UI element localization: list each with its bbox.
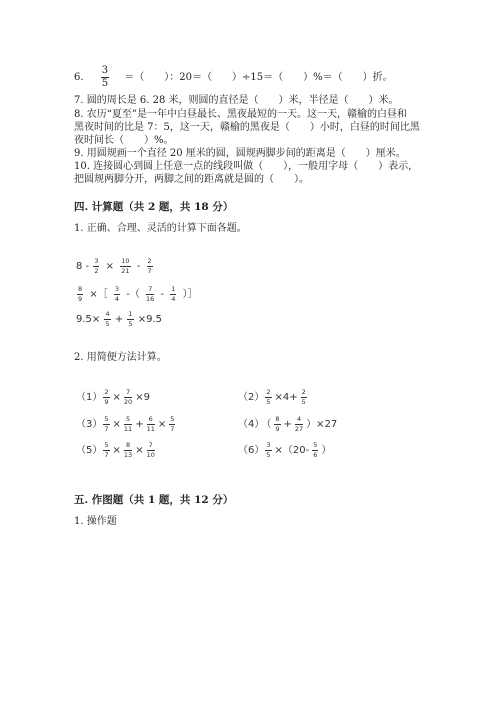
frac-num: 2 [104, 388, 109, 396]
fraction [295, 416, 303, 432]
fraction [147, 416, 155, 432]
frac-num: 1 [171, 285, 176, 293]
fraction [103, 389, 109, 405]
q6-fraction [101, 66, 109, 89]
frac-den: 9 [104, 397, 109, 406]
frac-den: 9 [275, 424, 280, 433]
question-8-line-2: 黑夜时间的比是 7：5，这一天，赣榆的黑夜是（ ）小时，白昼的时间比黑 [74, 122, 420, 133]
right-calc-expression-1 [238, 388, 308, 405]
fraction [147, 442, 155, 458]
question-6 [74, 66, 393, 89]
frac-den: 5 [266, 450, 271, 459]
section-5-q1-title: 1. 操作题 [74, 516, 117, 527]
fraction [265, 389, 271, 405]
frac-den: 13 [123, 450, 133, 459]
operator: × [112, 445, 121, 456]
frac-den: 2 [94, 266, 99, 275]
operator: × [157, 419, 167, 430]
frac-den: 6 [313, 450, 318, 459]
frac-num: 8 [124, 442, 132, 451]
fraction [169, 416, 175, 432]
question-8-line-3: 夜时间长（ ）%。 [74, 135, 174, 146]
frac-num: 5 [104, 441, 109, 449]
frac-den: 5 [266, 397, 271, 406]
operator: ×4+ [274, 392, 298, 403]
frac-den: 5 [301, 397, 306, 406]
frac-num: 7 [124, 389, 132, 398]
frac-den: 4 [114, 294, 120, 303]
operator: ） [321, 445, 332, 456]
frac-den: 7 [104, 450, 109, 459]
frac-den: 7 [170, 424, 175, 433]
calc3-term: ×9.5 [137, 314, 163, 325]
section-5-title: 五. 作图题（共 1 题，共 12 分） [74, 494, 234, 506]
frac-num: 3 [114, 285, 120, 293]
operator: ×［ [89, 289, 108, 300]
operator: + [283, 419, 292, 430]
operator: ）×27 [306, 419, 338, 430]
operator: × [105, 261, 115, 272]
frac-num: 3 [94, 257, 99, 265]
calc-expression-1 [76, 258, 154, 274]
calc2-frac-3 [146, 286, 154, 302]
fraction [274, 416, 280, 432]
frac-den: 4 [171, 294, 176, 303]
left-calc-expression-3 [76, 441, 156, 458]
operator: + [135, 419, 144, 430]
frac-num: 1 [128, 310, 133, 318]
frac-den: 10 [146, 450, 155, 459]
q6-frac-den: 5 [101, 78, 109, 89]
frac-num: 5 [170, 415, 175, 423]
frac-den: 16 [146, 294, 155, 303]
expression-label: （2） [238, 392, 265, 403]
operator: - [160, 289, 165, 300]
calc3-frac-1 [104, 311, 110, 327]
operator: - [136, 261, 141, 272]
frac-num: 10 [121, 257, 130, 265]
calc1-frac-2 [120, 258, 130, 274]
frac-num: 2 [301, 388, 306, 396]
right-calc-expression-3 [238, 441, 333, 458]
fraction [265, 442, 271, 458]
frac-num: 6 [147, 416, 155, 425]
frac-den: 11 [123, 424, 133, 433]
section-4-q2-title: 2. 用简便方法计算。 [74, 352, 167, 363]
q6-text: ＝（ ）：20＝（ ）÷15＝（ ）%＝（ ）折。 [124, 72, 393, 83]
calc2-frac-4 [170, 286, 176, 302]
expression-label: （6） [238, 445, 265, 456]
frac-den: 21 [121, 266, 130, 275]
calc2-frac-1 [77, 286, 83, 302]
frac-num: 3 [266, 441, 271, 449]
operator: × [112, 419, 121, 430]
frac-num: 4 [105, 310, 110, 318]
operator: ）］ [182, 289, 198, 300]
fraction [301, 389, 307, 405]
frac-den: 27 [294, 424, 304, 433]
frac-num: 8 [78, 285, 83, 293]
question-10-line-1: 10. 连接圆心到圆上任意一点的线段叫做（ ），一般用字母（ ）表示， [74, 161, 419, 172]
operator: ×9 [135, 392, 150, 403]
frac-num: 2 [266, 388, 271, 396]
calc1-frac-3 [147, 258, 153, 274]
calc2-frac-2 [114, 286, 120, 302]
frac-den: 11 [146, 424, 155, 433]
frac-num: 5 [313, 441, 318, 449]
frac-den: 7 [147, 266, 152, 275]
left-calc-expression-1 [76, 388, 152, 405]
frac-num: 4 [295, 416, 303, 425]
frac-den: 5 [105, 319, 110, 328]
question-9: 9. 用圆规画一个直径 20 厘米的圆，圆规两脚步间的距离是（ ）厘米。 [74, 148, 406, 159]
operator: × [135, 445, 144, 456]
fraction [103, 442, 109, 458]
q6-frac-num: 3 [101, 65, 109, 76]
left-calc-expression-2 [76, 415, 176, 432]
expression-label: （1） [76, 392, 103, 403]
expression-label: （3） [76, 419, 103, 430]
frac-num: 5 [104, 415, 109, 423]
frac-num: 8 [275, 415, 280, 423]
frac-num: 5 [124, 416, 132, 425]
operator: × [112, 392, 121, 403]
frac-num: 7 [147, 442, 155, 451]
calc3-term: 9.5× [76, 314, 101, 325]
fraction [103, 416, 109, 432]
calc3-frac-2 [127, 311, 133, 327]
calc1-term: 8 - [76, 261, 90, 272]
operator: -（ [126, 289, 140, 300]
fraction [124, 416, 132, 432]
operator: （ [266, 419, 272, 430]
section-4-title: 四. 计算题（共 2 题，共 18 分） [74, 201, 234, 213]
expression-label: （5） [76, 445, 103, 456]
frac-num: 2 [147, 257, 152, 265]
question-10-line-2: 把圆规两脚分开，两脚之间的距离就是圆的（ ）。 [74, 174, 309, 185]
operator: + [114, 314, 124, 325]
frac-den: 20 [123, 397, 133, 406]
frac-den: 5 [128, 319, 133, 328]
expression-label: （4） [238, 419, 265, 430]
frac-den: 9 [78, 294, 83, 303]
q6-number: 6. [74, 72, 84, 83]
frac-den: 7 [104, 424, 109, 433]
fraction [124, 442, 132, 458]
calc-expression-3 [76, 311, 162, 327]
right-calc-expression-2 [238, 415, 339, 432]
frac-num: 7 [146, 286, 154, 295]
calc1-frac-1 [93, 258, 99, 274]
operator: ×（20- [274, 445, 310, 456]
fraction [312, 442, 318, 458]
question-7: 7. 圆的周长是 6. 28 米，则圆的直径是（ ）米，半径是（ ）米。 [74, 95, 399, 106]
fraction [124, 389, 132, 405]
calc-expression-2 [76, 285, 200, 302]
question-8-line-1: 8. 农历“夏至”是一年中白昼最长、黑夜最短的一天。这一天，赣榆的白昼和 [74, 109, 407, 120]
section-4-q1-title: 1. 正确、合理、灵活的计算下面各题。 [74, 223, 247, 234]
